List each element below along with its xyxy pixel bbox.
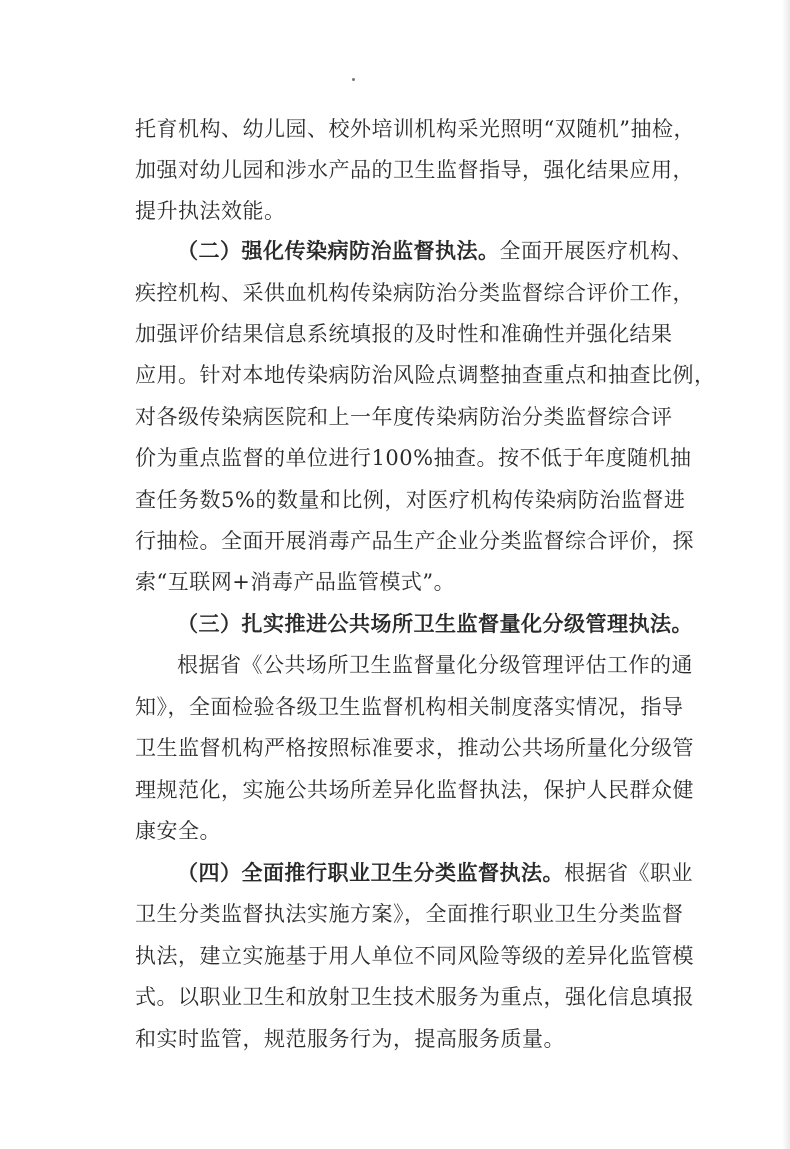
text-line: 索“互联网+消毒产品监管模式”。 — [135, 570, 456, 594]
text-line: 加强评价结果信息系统填报的及时性和准确性并强化结果 — [135, 322, 673, 346]
paragraph-2-first-line — [177, 238, 693, 264]
text-line: 卫生分类监督执法实施方案》，全面推行职业卫生分类监督 — [135, 902, 684, 926]
text-line: 知》，全面检验各级卫生监督机构相关制度落实情况，指导 — [135, 695, 684, 719]
text-line: 托育机构、幼儿园、校外培训机构采光照明“双随机”抽检， — [135, 117, 695, 141]
text-line: 式。以职业卫生和放射卫生技术服务为重点，强化信息填报 — [135, 985, 694, 1009]
text-line: 行抽检。全面开展消毒产品生产企业分类监督综合评价，探 — [135, 529, 694, 553]
text-line: 价为重点监督的单位进行100%抽查。按不低于年度随机抽 — [135, 446, 692, 470]
text-line: 卫生监督机构严格按照标准要求，推动公共场所量化分级管 — [135, 736, 694, 760]
text-line: 和实时监管，规范服务行为，提高服务质量。 — [135, 1027, 565, 1051]
text-line: 查任务数5%的数量和比例，对医疗机构传染病防治监督进 — [135, 488, 686, 512]
text-line: 疾控机构、采供血机构传染病防治分类监督综合评价工作， — [135, 281, 694, 305]
text-line: 康安全。 — [135, 819, 221, 843]
text-line: 理规范化，实施公共场所差异化监督执法，保护人民群众健 — [135, 778, 694, 802]
text-line: 根据省《公共场所卫生监督量化分级管理评估工作的通 — [177, 653, 693, 677]
scan-edge-shadow — [782, 0, 790, 1149]
text-line: 加强对幼儿园和涉水产品的卫生监督指导，强化结果应用， — [135, 158, 694, 182]
text-line: 对各级传染病医院和上一年度传染病防治分类监督综合评 — [135, 405, 673, 429]
text-span: 全面开展医疗机构、 — [499, 239, 693, 263]
paragraph-5-first-line — [177, 860, 693, 886]
text-line: 执法，建立实施基于用人单位不同风险等级的差异化监管模 — [135, 944, 694, 968]
section-heading-4: （四）全面推行职业卫生分类监督执法。 — [177, 861, 564, 885]
section-heading-3: （三）扎实推进公共场所卫生监督量化分级管理执法。 — [177, 612, 693, 636]
text-span: 根据省《职业 — [564, 861, 693, 885]
text-line: 应用。针对本地传染病防治风险点调整抽查重点和抽查比例， — [135, 363, 716, 387]
text-line: 提升执法效能。 — [135, 199, 286, 223]
scan-speck — [352, 78, 355, 81]
section-heading-2: （二）强化传染病防治监督执法。 — [177, 239, 500, 263]
